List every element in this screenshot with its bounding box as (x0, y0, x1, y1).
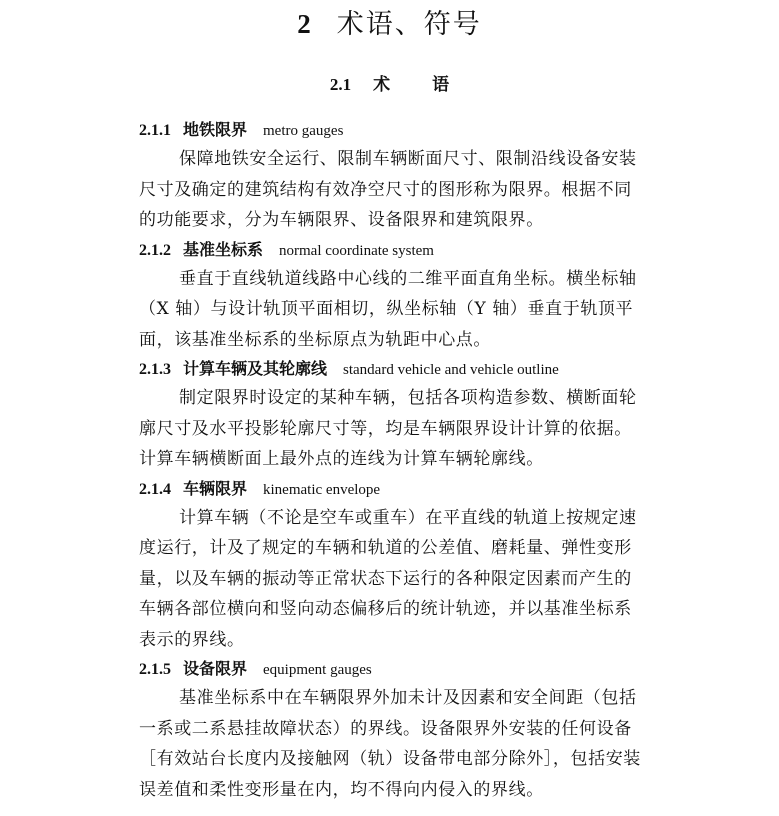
term-definition-line: ［有效站台长度内及接触网（轨）设备带电部分除外］，包括安装 (139, 749, 641, 769)
term-definition-line: 制定限界时设定的某种车辆，包括各项构造参数、横断面轮 (179, 388, 637, 408)
term-definition-line: 一系或二系悬挂故障状态）的界线。设备限界外安装的任何设备 (139, 718, 632, 739)
term-heading (139, 116, 709, 144)
term-definition-line: 保障地铁安全运行、限制车辆断面尺寸、限制沿线设备安装 (179, 149, 637, 169)
term-definition-line: 面，该基准坐标系的坐标原点为轨距中心点。 (139, 329, 491, 350)
chapter-number: 2 (297, 9, 313, 39)
term-definition-line: （X 轴）与设计轨顶平面相切，纵坐标轴（Y 轴）垂直于轨顶平 (139, 299, 634, 319)
term-definition-line: 量，以及车辆的振动等正常状态下运行的各种限定因素而产生的 (139, 568, 632, 589)
term-number: 2.1.1 (139, 122, 171, 139)
term-number: 2.1.4 (139, 480, 171, 498)
section-title (0, 73, 779, 97)
term-name-en: standard vehicle and vehicle outline (343, 362, 559, 378)
term-definition-line: 尺寸及确定的建筑结构有效净空尺寸的图形称为限界。根据不同 (139, 179, 632, 200)
term-heading (139, 236, 709, 264)
section-number: 2.1 (329, 75, 352, 94)
section-title-part2: 语 (432, 75, 450, 95)
term-definition-line: 误差值和柔性变形量在内，均不得向内侵入的界线。 (139, 779, 544, 800)
term-definition-line: 计算车辆（不论是空车或重车）在平直线的轨道上按规定速 (179, 507, 637, 528)
term-block (139, 236, 709, 356)
term-block (139, 655, 709, 805)
term-block (139, 475, 709, 656)
term-number: 2.1.5 (139, 661, 171, 678)
term-number: 2.1.3 (139, 361, 171, 378)
term-block (139, 355, 709, 475)
term-definition-line: 计算车辆横断面上最外点的连线为计算车辆轮廓线。 (139, 449, 544, 469)
term-definition-line: 度运行，计及了规定的车辆和轨道的公差值、磨耗量、弹性变形 (139, 538, 632, 558)
term-number: 2.1.2 (139, 241, 171, 259)
term-name-cn: 地铁限界 (183, 120, 248, 139)
term-name-en: equipment gauges (263, 662, 372, 678)
term-block (139, 116, 709, 236)
term-name-en: kinematic envelope (263, 481, 381, 498)
chapter-title-text: 术语、符号 (336, 9, 482, 40)
term-heading (139, 475, 709, 503)
term-definition-line: 表示的界线。 (139, 629, 245, 650)
term-definition-line: 廓尺寸及水平投影轮廓尺寸等，均是车辆限界设计计算的依据。 (139, 418, 632, 439)
chapter-title (0, 6, 779, 43)
term-name-en: normal coordinate system (279, 242, 434, 259)
term-name-cn: 基准坐标系 (183, 239, 264, 259)
term-name-en: metro gauges (263, 123, 344, 139)
section-title-part1: 术 (373, 75, 391, 95)
term-definition-line: 垂直于直线轨道线路中心线的二维平面直角坐标。横坐标轴 (179, 268, 637, 289)
term-heading (139, 355, 709, 383)
term-name-cn: 车辆限界 (183, 478, 248, 498)
terms-list (139, 116, 709, 805)
term-definition-line: 车辆各部位横向和竖向动态偏移后的统计轨迹，并以基准坐标系 (139, 599, 632, 619)
term-heading (139, 655, 709, 683)
term-definition-line: 的功能要求，分为车辆限界、设备限界和建筑限界。 (139, 210, 544, 230)
term-definition-line: 基准坐标系中在车辆限界外加未计及因素和安全间距（包括 (179, 688, 637, 708)
term-name-cn: 计算车辆及其轮廓线 (183, 359, 328, 378)
term-name-cn: 设备限界 (183, 659, 248, 678)
